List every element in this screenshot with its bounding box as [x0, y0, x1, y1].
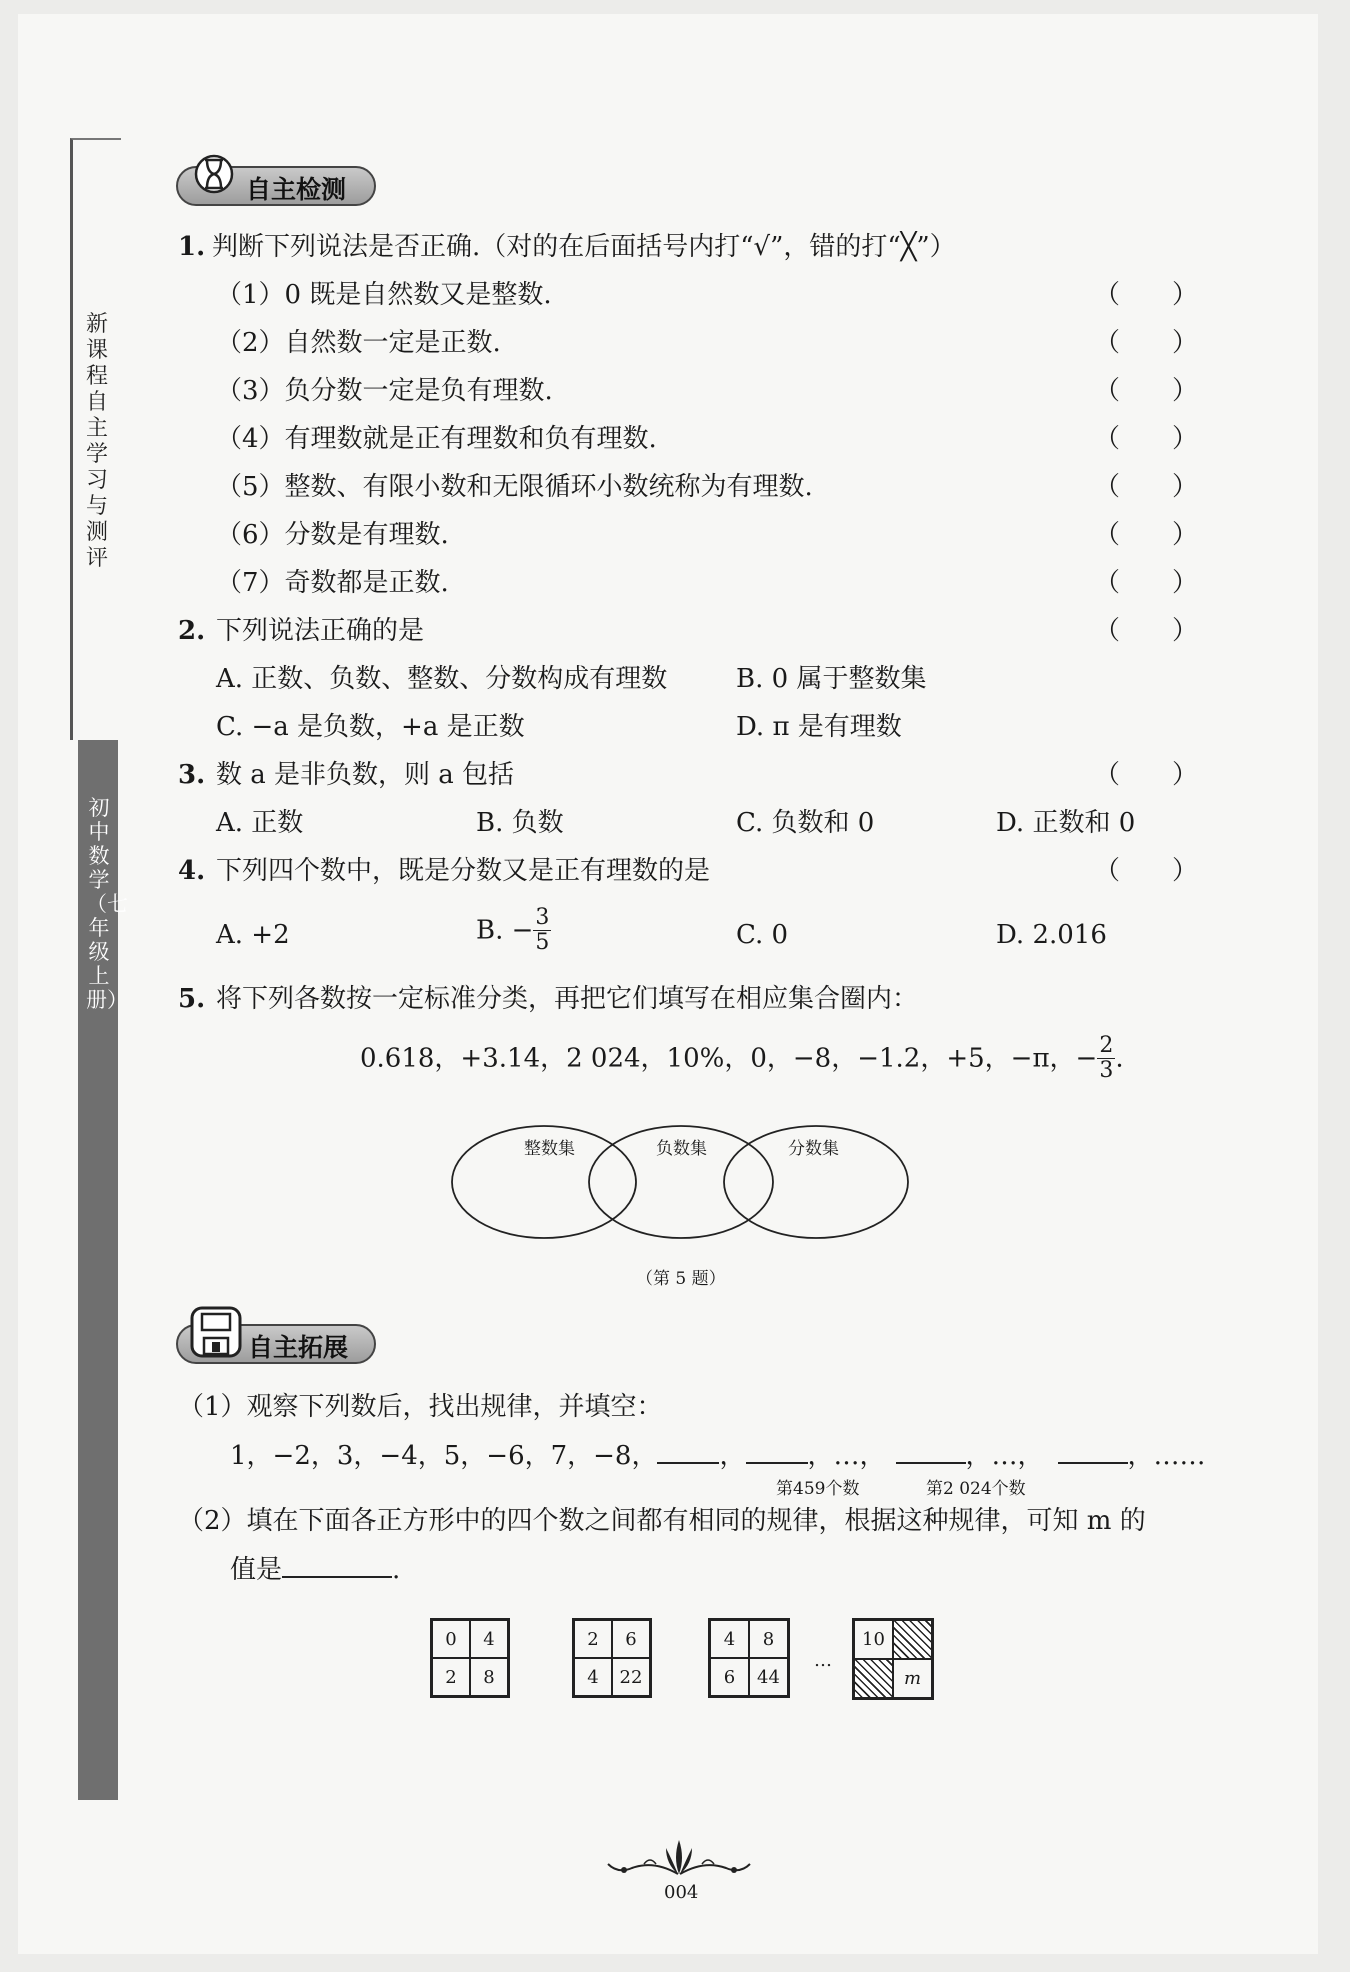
cell: 6	[612, 1620, 650, 1658]
cell: 8	[470, 1658, 508, 1696]
question-number: 5.	[178, 984, 206, 1014]
answer-paren[interactable]: （ ）	[1094, 328, 1199, 358]
separator: ，…，	[965, 1441, 1044, 1471]
option-d: D. π 是有理数	[736, 712, 902, 742]
answer-paren[interactable]: （ ）	[1094, 472, 1199, 502]
question-number: 3.	[178, 760, 206, 790]
option-c: C. −a 是负数，+a 是正数	[216, 712, 525, 742]
judge-item-7: （7）奇数都是正数.	[216, 568, 449, 598]
number-square	[708, 1618, 790, 1698]
separator: ，…，	[807, 1441, 886, 1471]
blank-input[interactable]	[746, 1440, 808, 1464]
figure-caption: （第 5 题）	[636, 1269, 726, 1289]
question-stem: 数 a 是非负数，则 a 包括	[216, 760, 515, 790]
cell: 8	[749, 1620, 788, 1658]
blank-input-2024[interactable]	[1058, 1440, 1128, 1464]
extension-2-stem-line2	[230, 1554, 400, 1585]
sequence-text: 1，−2，3，−4，5，−6，7，−8，	[230, 1441, 658, 1471]
page-number: 004	[664, 1882, 699, 1903]
set-label-integers: 整数集	[524, 1139, 575, 1159]
blank-input-m[interactable]	[282, 1554, 392, 1578]
fraction-numerator: 3	[535, 905, 550, 930]
stem-end: .	[392, 1555, 401, 1585]
fraction-numerator: 2	[1099, 1033, 1114, 1058]
ornament-icon	[604, 1834, 754, 1880]
cell: 10	[854, 1620, 893, 1659]
judge-item-2: （2）自然数一定是正数.	[216, 328, 501, 358]
number-square	[430, 1618, 510, 1698]
set-label-fractions: 分数集	[788, 1139, 839, 1159]
hatched-cell	[854, 1659, 893, 1698]
option-b	[476, 906, 551, 955]
question-number: 4.	[178, 856, 206, 886]
cell: 4	[470, 1620, 508, 1658]
floppy-disk-icon	[188, 1304, 244, 1360]
fraction	[1097, 1034, 1115, 1083]
option-b: B. 负数	[476, 808, 564, 838]
judge-item-6: （6）分数是有理数.	[216, 520, 449, 550]
question-number: 2.	[178, 616, 206, 646]
blank-input[interactable]	[657, 1440, 719, 1464]
question-number: 1.	[178, 232, 206, 262]
fraction-denominator: 3	[1099, 1058, 1114, 1083]
option-a: A. +2	[216, 920, 290, 950]
extension-1-stem: （1）观察下列数后，找出规律，并填空：	[178, 1392, 663, 1422]
number-square	[572, 1618, 652, 1698]
sidebar-subject-title: 初中数学（七年级上册）	[86, 796, 128, 1012]
question-stem: 下列四个数中，既是分数又是正有理数的是	[216, 856, 711, 886]
number-square-last	[852, 1618, 934, 1700]
judge-item-4: （4）有理数就是正有理数和负有理数.	[216, 424, 657, 454]
separator: ，……	[1127, 1441, 1206, 1471]
option-a: A. 正数、负数、整数、分数构成有理数	[216, 664, 668, 694]
option-a: A. 正数	[216, 808, 304, 838]
option-b-prefix: B. −	[476, 915, 534, 946]
question-stem: 判断下列说法是否正确.（对的在后面括号内打“√”，错的打“╳”）	[212, 232, 956, 262]
blank-input-459[interactable]	[896, 1440, 966, 1464]
cell: 4	[574, 1658, 612, 1696]
question-stem: 将下列各数按一定标准分类，再把它们填写在相应集合圈内：	[216, 984, 919, 1014]
extension-2-stem: （2）填在下面各正方形中的四个数之间都有相同的规律，根据这种规律，可知 m 的	[178, 1506, 1146, 1536]
option-d: D. 正数和 0	[996, 808, 1136, 838]
option-b: B. 0 属于整数集	[736, 664, 927, 694]
fraction-denominator: 5	[535, 930, 550, 955]
judge-item-3: （3）负分数一定是负有理数.	[216, 376, 553, 406]
number-list	[360, 1034, 1124, 1083]
number-list-end: .	[1115, 1043, 1124, 1074]
separator: ，	[719, 1441, 746, 1471]
label-2024th: 第2 024个数	[926, 1479, 1026, 1499]
answer-paren[interactable]: （ ）	[1094, 856, 1199, 886]
cell: 44	[749, 1658, 788, 1696]
cell: 0	[432, 1620, 470, 1658]
option-c: C. 负数和 0	[736, 808, 875, 838]
cell: 6	[710, 1658, 749, 1696]
answer-paren[interactable]: （ ）	[1094, 424, 1199, 454]
judge-item-5: （5）整数、有限小数和无限循环小数统称为有理数.	[216, 472, 813, 502]
answer-paren[interactable]: （ ）	[1094, 760, 1199, 790]
number-list-text: 0.618，+3.14，2 024，10%，0，−8，−1.2，+5，−π，−	[360, 1043, 1098, 1074]
answer-paren[interactable]: （ ）	[1094, 568, 1199, 598]
option-d: D. 2.016	[996, 920, 1107, 950]
cell: 2	[574, 1620, 612, 1658]
sequence-row	[230, 1440, 1206, 1471]
hourglass-icon	[194, 148, 234, 200]
answer-paren[interactable]: （ ）	[1094, 280, 1199, 310]
answer-paren[interactable]: （ ）	[1094, 376, 1199, 406]
cell-m: m	[893, 1659, 932, 1698]
cell: 4	[710, 1620, 749, 1658]
cell: 22	[612, 1658, 650, 1696]
answer-paren[interactable]: （ ）	[1094, 520, 1199, 550]
sidebar-book-title: 新课程自主学习与测评	[85, 312, 108, 571]
label-459th: 第459个数	[776, 1479, 860, 1499]
question-stem: 下列说法正确的是	[216, 616, 425, 646]
section-title: 自主拓展	[248, 1333, 349, 1362]
ellipsis: …	[814, 1650, 832, 1671]
answer-paren[interactable]: （ ）	[1094, 616, 1199, 646]
stem-text: 值是	[230, 1555, 283, 1585]
option-c: C. 0	[736, 920, 789, 950]
hatched-cell	[893, 1620, 932, 1659]
fraction	[533, 906, 551, 955]
set-label-negatives: 负数集	[656, 1139, 707, 1159]
section-title: 自主检测	[246, 175, 347, 204]
judge-item-1: （1）0 既是自然数又是整数.	[216, 280, 552, 310]
cell: 2	[432, 1658, 470, 1696]
